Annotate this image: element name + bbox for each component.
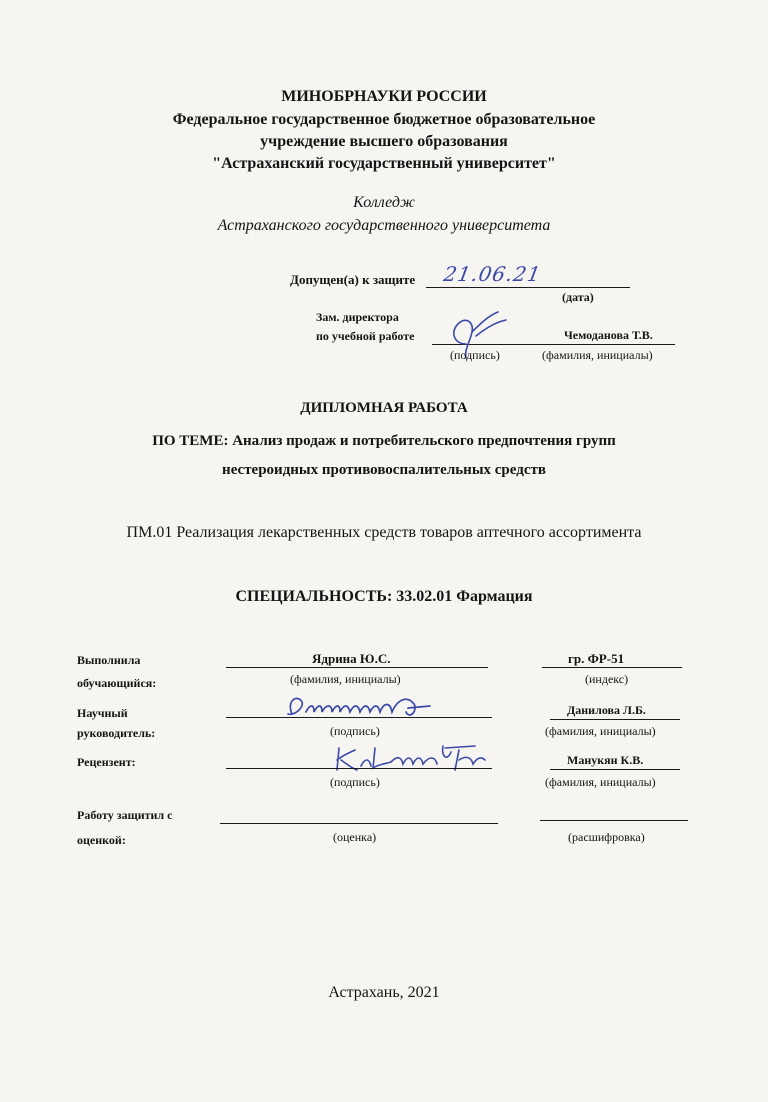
student-label-line-1: Выполнила: [77, 653, 141, 667]
date-line: [426, 287, 630, 288]
student-name-caption: (фамилия, инициалы): [290, 672, 401, 686]
reviewer-name-caption: (фамилия, инициалы): [545, 775, 656, 789]
deputy-title-line-2: по учебной работе: [316, 329, 415, 343]
defense-grade-caption: (оценка): [333, 830, 377, 844]
supervisor-signature-line: [226, 717, 492, 718]
handwritten-date: 21.06.21: [441, 262, 544, 286]
thesis-topic-line-2: нестероидных противовоспалительных средств: [222, 462, 546, 478]
supervisor-name-line: [550, 719, 680, 720]
student-name: Ядрина Ю.С.: [312, 651, 391, 666]
student-name-line: [226, 667, 488, 668]
supervisor-name-caption: (фамилия, инициалы): [545, 724, 656, 738]
deputy-title-line-1: Зам. директора: [316, 310, 399, 324]
professional-module: ПМ.01 Реализация лекарственных средств товаров аптечного ассортимента: [126, 524, 642, 541]
reviewer-name: Манукян К.В.: [567, 753, 644, 767]
deputy-signature-caption: (подпись): [450, 348, 500, 362]
city-year: Астрахань, 2021: [328, 984, 440, 1001]
admission-label: Допущен(а) к защите: [290, 272, 416, 287]
defense-label-line-2: оценкой:: [77, 833, 126, 847]
specialty: СПЕЦИАЛЬНОСТЬ: 33.02.01 Фармация: [235, 588, 533, 605]
supervisor-name: Данилова Л.Б.: [567, 703, 646, 717]
university-name: "Астраханский государственный университет": [212, 155, 556, 172]
institution-line-1: Федеральное государственное бюджетное образовательное: [172, 111, 596, 128]
reviewer-signature: [325, 742, 495, 776]
student-label-line-2: обучающийся:: [77, 676, 157, 690]
reviewer-signature-caption: (подпись): [330, 775, 380, 789]
college-line-2: Астраханского государственного университета: [217, 217, 551, 234]
institution-line-2: учреждение высшего образования: [260, 133, 508, 150]
supervisor-signature: [280, 690, 440, 724]
reviewer-label: Рецензент:: [77, 755, 136, 769]
thesis-type: ДИПЛОМНАЯ РАБОТА: [300, 400, 468, 416]
supervisor-signature-caption: (подпись): [330, 724, 380, 738]
student-group: гр. ФР-51: [568, 651, 625, 666]
date-caption: (дата): [562, 290, 594, 304]
deputy-name: Чемоданова Т.В.: [564, 328, 653, 342]
defense-label-line-1: Работу защитил с: [77, 808, 173, 822]
reviewer-signature-line: [226, 768, 492, 769]
reviewer-name-line: [550, 769, 680, 770]
deputy-name-caption: (фамилия, инициалы): [542, 348, 653, 362]
supervisor-label-line-2: руководитель:: [77, 726, 156, 740]
defense-decode-caption: (расшифровка): [568, 830, 645, 844]
supervisor-label-line-1: Научный: [77, 706, 128, 720]
college-line-1: Колледж: [353, 194, 415, 211]
thesis-topic-line-1: ПО ТЕМЕ: Анализ продаж и потребительского предпочтения групп: [152, 433, 616, 449]
defense-decode-line: [540, 820, 688, 821]
student-group-caption: (индекс): [585, 672, 629, 686]
ministry-name: МИНОБРНАУКИ РОССИИ: [281, 88, 487, 105]
student-group-line: [542, 667, 682, 668]
defense-grade-line: [220, 823, 498, 824]
